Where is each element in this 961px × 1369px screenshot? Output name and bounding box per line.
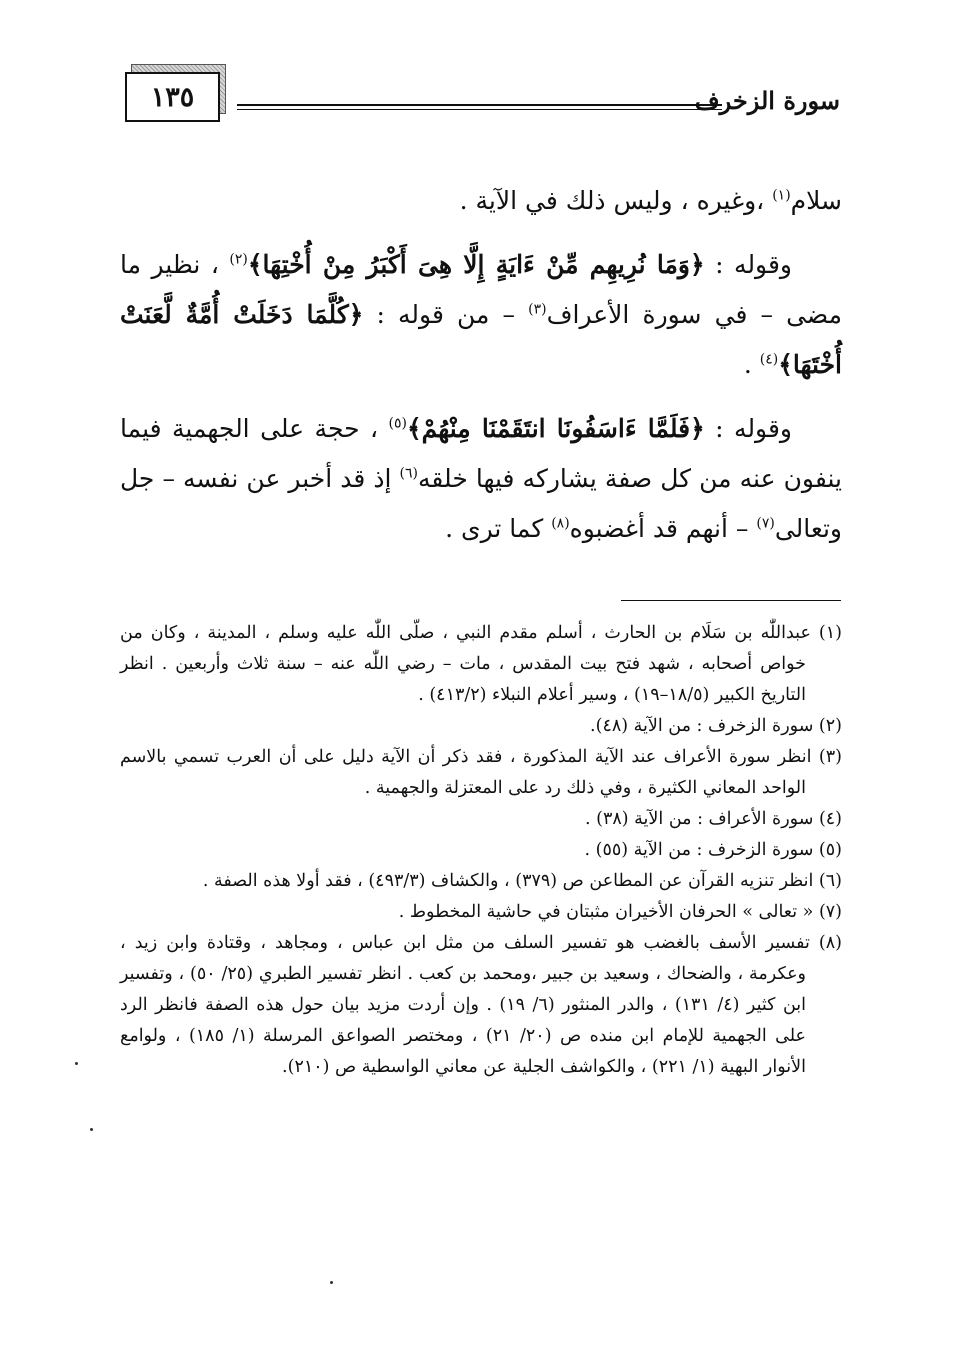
page-number: ١٣٥ [125,72,220,122]
p3-text-e: كما ترى . [445,514,552,543]
scan-speck [90,1128,93,1131]
p2-text-c: – من قوله : [363,300,529,329]
scan-speck [75,1062,78,1065]
paragraph-2 [120,240,842,390]
surah-title: سورة الزخرف [694,86,840,115]
header-rule [237,104,722,110]
footnote-ref-2: (٢) [229,251,248,268]
footnote-ref-5: (٥) [388,415,407,432]
p1-text-b: ،وغيره ، وليس ذلك في الآية . [459,186,773,215]
footnote-ref-7: (٧) [756,515,775,532]
paragraph-3 [120,404,842,554]
quran-verse-1: ﴿وَمَا نُرِيهِم مِّنْ ءَايَةٍ إِلَّا هِىَ أَكْبَرُ مِنْ أُخْتِهَا﴾ [247,250,705,279]
p2-text-b: ، نظير ما مضى – في سورة الأعراف [120,250,842,329]
scan-speck [330,1281,333,1284]
footnote-3: (٣) انظر سورة الأعراف عند الآية المذكورة ، فقد ذكر أن الآية دليل على أن العرب تسمي بالاسم الواحد المعاني الكثيرة ، وفي ذلك رد على المعتزلة والجهمية . [120,747,842,798]
p3-text-c: إذ قد أخبر عن نفسه – جل وتعالى [120,464,842,543]
footnote-4: (٤) سورة الأعراف : من الآية (٣٨) . [585,809,842,829]
footnote-8: (٨) تفسير الأسف بالغضب هو تفسير السلف من مثل ابن عباس ، ومجاهد ، وقتادة وابن زيد ، وعكرمة ، والضحاك ، وسعيد بن جبير ،ومحمد بن كعب . انظر تفسير الطبري (٢٥/ ٥٠) ، وتفسير ابن كثير (٤/ ١٣١) ، والدر المنثور (٦/ ١٩) . وإن أردت مزيد بيان حول هذه الصفة فانظر الرد على الجهمية للإمام ابن منده ص (٢٠/ ٢١) ، ومختصر الصواعق المرسلة (١/ ١٨٥) ، ولوامع الأنوار البهية (١/ ٢٢١) ، والكواشف الجلية عن معاني الواسطية ص (٢١٠). [120,933,842,1077]
footnote-ref-6: (٦) [399,465,418,482]
p3-text-d: – أنهم قد أغضبوه [569,514,757,543]
footnote-ref-1: (١) [772,187,791,204]
p2-text-a: وقوله : [704,250,792,279]
paragraph-1 [120,176,842,226]
p2-text-d: . [743,350,760,379]
footnote-ref-8: (٨) [551,515,570,532]
footnote-7: (٧) « تعالى » الحرفان الأخيران مثبتان في حاشية المخطوط . [398,902,842,922]
quran-verse-3: ﴿فَلَمَّا ءَاسَفُونَا انتَقَمْنَا مِنْهُمْ﴾ [406,414,705,443]
p3-text-b: ، حجة على الجهمية فيما ينفون عنه من كل صفة يشاركه فيها خلقه [120,414,842,493]
footnote-5: (٥) سورة الزخرف : من الآية (٥٥) . [584,840,842,860]
footnote-1: (١) عبداللّٰه بن سَلَام بن الحارث ، أسلم مقدم النبي ، صلّى اللّٰه عليه وسلم ، المدينة ، وكان من خواص أصحابه ، شهد فتح بيت المقدس ، مات – رضي اللّٰه عنه – سنة ثلاث وأربعين . انظر التاريخ الكبير (١٨/٥–١٩) ، وسير أعلام النبلاء (٤١٣/٢) . [120,623,842,705]
quran-verse-2: ﴿كُلَّمَا دَخَلَتْ أُمَّةٌ لَّعَنَتْ أُخْتَهَا﴾ [120,300,842,379]
footnote-6: (٦) انظر تنزيه القرآن عن المطاعن ص (٣٧٩) ، والكشاف (٤٩٣/٣) ، فقد أولا هذه الصفة . [202,871,842,891]
footnote-separator [621,600,841,601]
footnotes [120,618,842,1083]
main-text [120,176,842,568]
footnote-2: (٢) سورة الزخرف : من الآية (٤٨). [590,716,842,736]
footnote-ref-4: (٤) [759,351,779,368]
page-header [125,70,840,140]
p3-text-a: وقوله : [704,414,792,443]
p1-text-a: سلام [790,186,842,215]
footnote-ref-3: (٣) [528,301,547,318]
